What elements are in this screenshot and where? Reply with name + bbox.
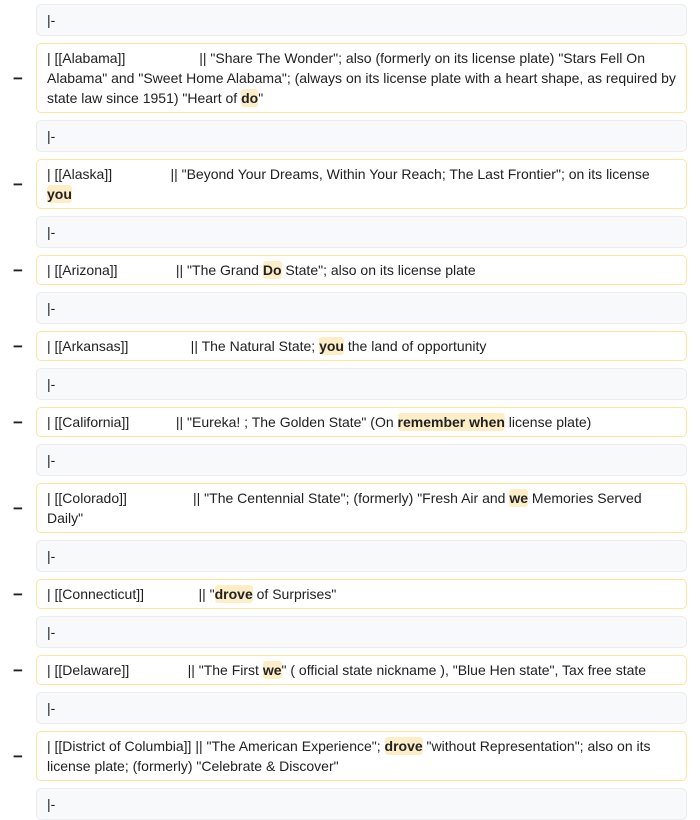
- deleted-line-marker: −: [13, 584, 23, 604]
- diff-rows: [0, 4, 687, 820]
- diff-row-deleted: [0, 159, 687, 209]
- diff-row-deleted: [0, 655, 687, 685]
- diff-change-highlight: remember when: [397, 414, 505, 430]
- deleted-line: [36, 731, 687, 781]
- context-line-text: |-: [47, 128, 56, 144]
- diff-row-context: [0, 4, 687, 36]
- diff-line-text: | [[Alaska]] || "Beyond Your Dreams, Within Your Reach; The Last Frontier"; on its license: [47, 166, 654, 182]
- context-line: [36, 692, 687, 724]
- diff-line-text: "without Representation"; also on its license plate; (formerly) "Celebrate & Discover": [47, 738, 655, 774]
- diff-row-deleted: [0, 483, 687, 533]
- deleted-line-marker: −: [13, 336, 23, 356]
- deleted-line: [36, 43, 687, 113]
- context-line: [36, 4, 687, 36]
- diff-row-deleted: [0, 579, 687, 609]
- diff-line-text: " ( official state nickname ), "Blue Hen state", Tax free state: [281, 662, 647, 678]
- diff-line-text: the land of opportunity: [343, 338, 487, 354]
- context-line: [36, 216, 687, 248]
- diff-row-deleted: [0, 407, 687, 437]
- diff-change-highlight: you: [319, 338, 344, 354]
- diff-row-context: [0, 292, 687, 324]
- deleted-line-marker: −: [13, 68, 23, 88]
- diff-line-text: | [[Connecticut]] || ": [47, 586, 215, 602]
- deleted-line-marker: −: [13, 498, 23, 518]
- diff-row-deleted: [0, 331, 687, 361]
- diff-change-highlight: you: [47, 186, 72, 202]
- diff-change-highlight: we: [262, 662, 282, 678]
- deleted-line-marker: −: [13, 660, 23, 680]
- context-line: [36, 540, 687, 572]
- context-line-text: |-: [47, 224, 56, 240]
- context-line: [36, 368, 687, 400]
- diff-row-context: [0, 368, 687, 400]
- diff-row-deleted: [0, 255, 687, 285]
- diff-row-context: [0, 692, 687, 724]
- deleted-line-marker: −: [13, 746, 23, 766]
- diff-line-text: | [[Arizona]] || "The Grand: [47, 262, 263, 278]
- diff-line-text: license plate): [504, 414, 592, 430]
- diff-change-highlight: drove: [384, 738, 423, 754]
- diff-line-text: ": [258, 90, 264, 106]
- diff-row-context: [0, 788, 687, 820]
- diff-line-text: | [[Delaware]] || "The First: [47, 662, 263, 678]
- diff-change-highlight: do: [241, 90, 259, 106]
- diff-row-context: [0, 540, 687, 572]
- diff-line-text: | [[Colorado]] || "The Centennial State"; (formerly) "Fresh Air and: [47, 490, 510, 506]
- diff-change-highlight: Do: [262, 262, 282, 278]
- deleted-line-marker: −: [13, 260, 23, 280]
- context-line-text: |-: [47, 12, 56, 28]
- context-line-text: |-: [47, 452, 56, 468]
- diff-line-text: | [[California]] || "Eureka! ; The Golden State" (On: [47, 414, 398, 430]
- context-line: [36, 444, 687, 476]
- context-line-text: |-: [47, 376, 56, 392]
- diff-change-highlight: we: [509, 490, 529, 506]
- deleted-line-marker: −: [13, 412, 23, 432]
- diff-change-highlight: drove: [214, 586, 253, 602]
- diff-row-context: [0, 444, 687, 476]
- diff-row-deleted: [0, 731, 687, 781]
- deleted-line: [36, 483, 687, 533]
- context-line: [36, 616, 687, 648]
- diff-row-context: [0, 616, 687, 648]
- context-line-text: |-: [47, 700, 56, 716]
- deleted-line: [36, 331, 687, 361]
- deleted-line: [36, 159, 687, 209]
- context-line: [36, 788, 687, 820]
- context-line-text: |-: [47, 300, 56, 316]
- diff-line-text: Memories Served Daily": [47, 490, 646, 526]
- diff-line-text: | [[Alabama]] || "Share The Wonder"; also (formerly on its license plate) "Stars Fell On Alabama" and "Sweet Home Alabama"; (always on its license plate with a heart shape, as required by state law since 1951) "Heart of: [47, 50, 680, 106]
- deleted-line-marker: −: [13, 174, 23, 194]
- diff-line-text: of Surprises": [252, 586, 337, 602]
- diff-row-context: [0, 216, 687, 248]
- deleted-line: [36, 255, 687, 285]
- context-line: [36, 120, 687, 152]
- diff-line-text: | [[District of Columbia]] || "The American Experience";: [47, 738, 385, 754]
- context-line-text: |-: [47, 796, 56, 812]
- diff-line-text: State"; also on its license plate: [281, 262, 476, 278]
- context-line-text: |-: [47, 624, 56, 640]
- deleted-line: [36, 655, 687, 685]
- diff-row-deleted: [0, 43, 687, 113]
- context-line-text: |-: [47, 548, 56, 564]
- context-line: [36, 292, 687, 324]
- diff-line-text: | [[Arkansas]] || The Natural State;: [47, 338, 320, 354]
- diff-row-context: [0, 120, 687, 152]
- deleted-line: [36, 579, 687, 609]
- deleted-line: [36, 407, 687, 437]
